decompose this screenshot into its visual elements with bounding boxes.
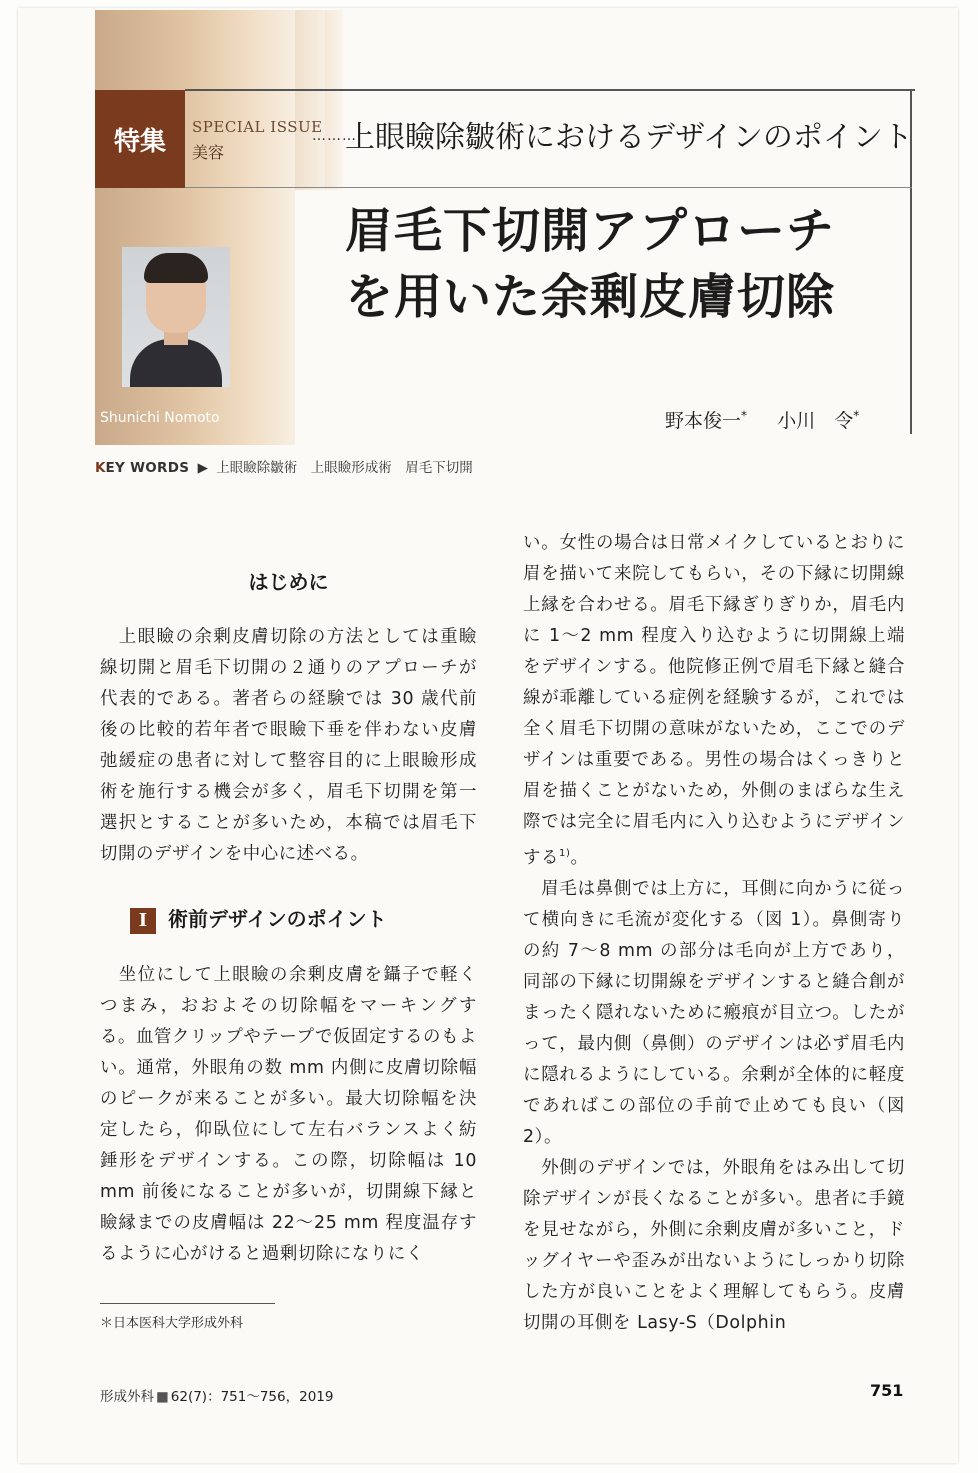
- author-list: [665, 406, 859, 433]
- affiliation-mark: *: [853, 408, 860, 423]
- right-paragraph-3: 外側のデザインでは，外眼角をはみ出して切除デザインが長くなることが多い。患者に手鏡を見せながら，外側に余剰皮膚が多いこと，ドッグイヤーや歪みが出ないようにしっかり切除した方が良いことをよく理解してもらう。皮膚切開の耳側を Lasy-S（Dolphin: [523, 1157, 905, 1333]
- square-icon: ■: [156, 1389, 169, 1405]
- header-rule-top: [185, 89, 915, 91]
- section1-body: [100, 960, 477, 1270]
- keywords-label: EY WORDS: [105, 460, 190, 476]
- leader-dots: ………: [312, 128, 357, 144]
- intro-paragraph: 上眼瞼の余剰皮膚切除の方法としては重瞼線切開と眉毛下切開の２通りのアプローチが代表的である。著者らの経験では 30 歳代前後の比較的若年者で眼瞼下垂を伴わない皮膚弛緩症の患者に対して整容目的に上眼瞼形成術を施行する機会が多く，眉毛下切開を第一選択とすることが多いため，本稿では眉毛下切開のデザインを中心に述べる。: [100, 627, 477, 864]
- keywords-items: 上眼瞼除皺術 上眼瞼形成術 眉毛下切開: [216, 460, 473, 476]
- special-issue-label: SPECIAL ISSUE: [192, 118, 323, 136]
- section-number: Ⅰ: [130, 908, 156, 934]
- photo-hair: [144, 253, 208, 283]
- right-paragraph-1: [523, 528, 905, 874]
- header-decor-band-2: [295, 10, 325, 190]
- section1-paragraph: 坐位にして上眼瞼の余剰皮膚を鑷子で軽くつまみ，おおよその切除幅をマーキングする。血管クリップやテープで仮固定するのもよい。通常，外眼角の数 mm 内側に皮膚切除幅のピークが来ることが多い。最大切除幅を決定したら，仰臥位にして左右バランスよく紡錘形をデザインする。この際，切除幅は 10 mm 前後になることが多いが，切開線下縁と瞼縁までの皮膚幅は 22〜25 mm 程度温存するように心がけると過剰切除になりにく: [100, 965, 477, 1264]
- keywords-line: [95, 456, 473, 476]
- author-photo: [122, 247, 230, 387]
- right-paragraph-2: 眉毛は鼻側では上方に，耳側に向かうに従って横向きに毛流が変化する（図 1）。鼻側寄りの約 7〜8 mm の部分は毛向が上方であり，同部の下縁に切開線をデザインすると縫合創がまったく隠れないために瘢痕が目立つ。したがって，最内側（鼻側）のデザインは必ず眉毛内に隠れるようにしている。余剰が全体的に軽度であればこの部位の手前で止めても良い（図 2）。: [523, 878, 905, 1147]
- section-title: 術前デザインのポイント: [168, 907, 387, 931]
- journal-name: 形成外科: [100, 1389, 154, 1405]
- author-photo-caption: Shunichi Nomoto: [100, 410, 220, 426]
- intro-body: [100, 622, 477, 870]
- author-2: 小川 令: [777, 410, 854, 432]
- header-decor-band-3: [325, 10, 343, 190]
- right-paragraph-1-end: 。: [570, 847, 589, 868]
- photo-body: [130, 339, 222, 387]
- footnote-affiliation: ＊日本医科大学形成外科: [100, 1316, 244, 1331]
- section-heading: [130, 903, 387, 934]
- article-title-line1: 眉毛下切開アプローチ: [345, 203, 836, 259]
- affiliation-mark: *: [741, 408, 748, 423]
- article-title-line2: を用いた余剰皮膚切除: [345, 269, 836, 325]
- special-feature-badge: 特集: [95, 90, 185, 188]
- footnote-rule: [100, 1303, 275, 1304]
- page-number: 751: [870, 1381, 904, 1400]
- author-1: 野本俊一: [665, 410, 742, 432]
- reference-mark: 1): [558, 848, 571, 859]
- article-title: [345, 198, 835, 330]
- citation-text: 62(7)：751〜756，2019: [170, 1389, 334, 1405]
- right-column: [523, 528, 905, 1339]
- keywords-label-initial: K: [95, 460, 106, 476]
- category-label: 美容: [192, 143, 225, 162]
- footer-citation: [100, 1385, 333, 1405]
- right-paragraph-1-text: い。女性の場合は日常メイクしているとおりに眉を描いて来院してもらい，その下縁に切開線上縁を合わせる。眉毛下縁ぎりぎりか，眉毛内に 1〜2 mm 程度入り込むように切開線上端をデザインする。他院修正例で眉毛下縁と縫合線が乖離している症例を経験するが，これでは全く眉毛下切開の意味がないため，ここでのデザインは重要である。男性の場合はくっきりと眉を描くことがないため，外側のまばらな生え際では完全に眉毛内に入り込むようにデザインする: [523, 533, 905, 868]
- issue-topic: 上眼瞼除皺術におけるデザインのポイント: [345, 120, 913, 155]
- intro-heading: はじめに: [248, 570, 329, 594]
- header-rule-bottom: [185, 187, 912, 188]
- triangle-right-icon: ▶: [197, 460, 208, 476]
